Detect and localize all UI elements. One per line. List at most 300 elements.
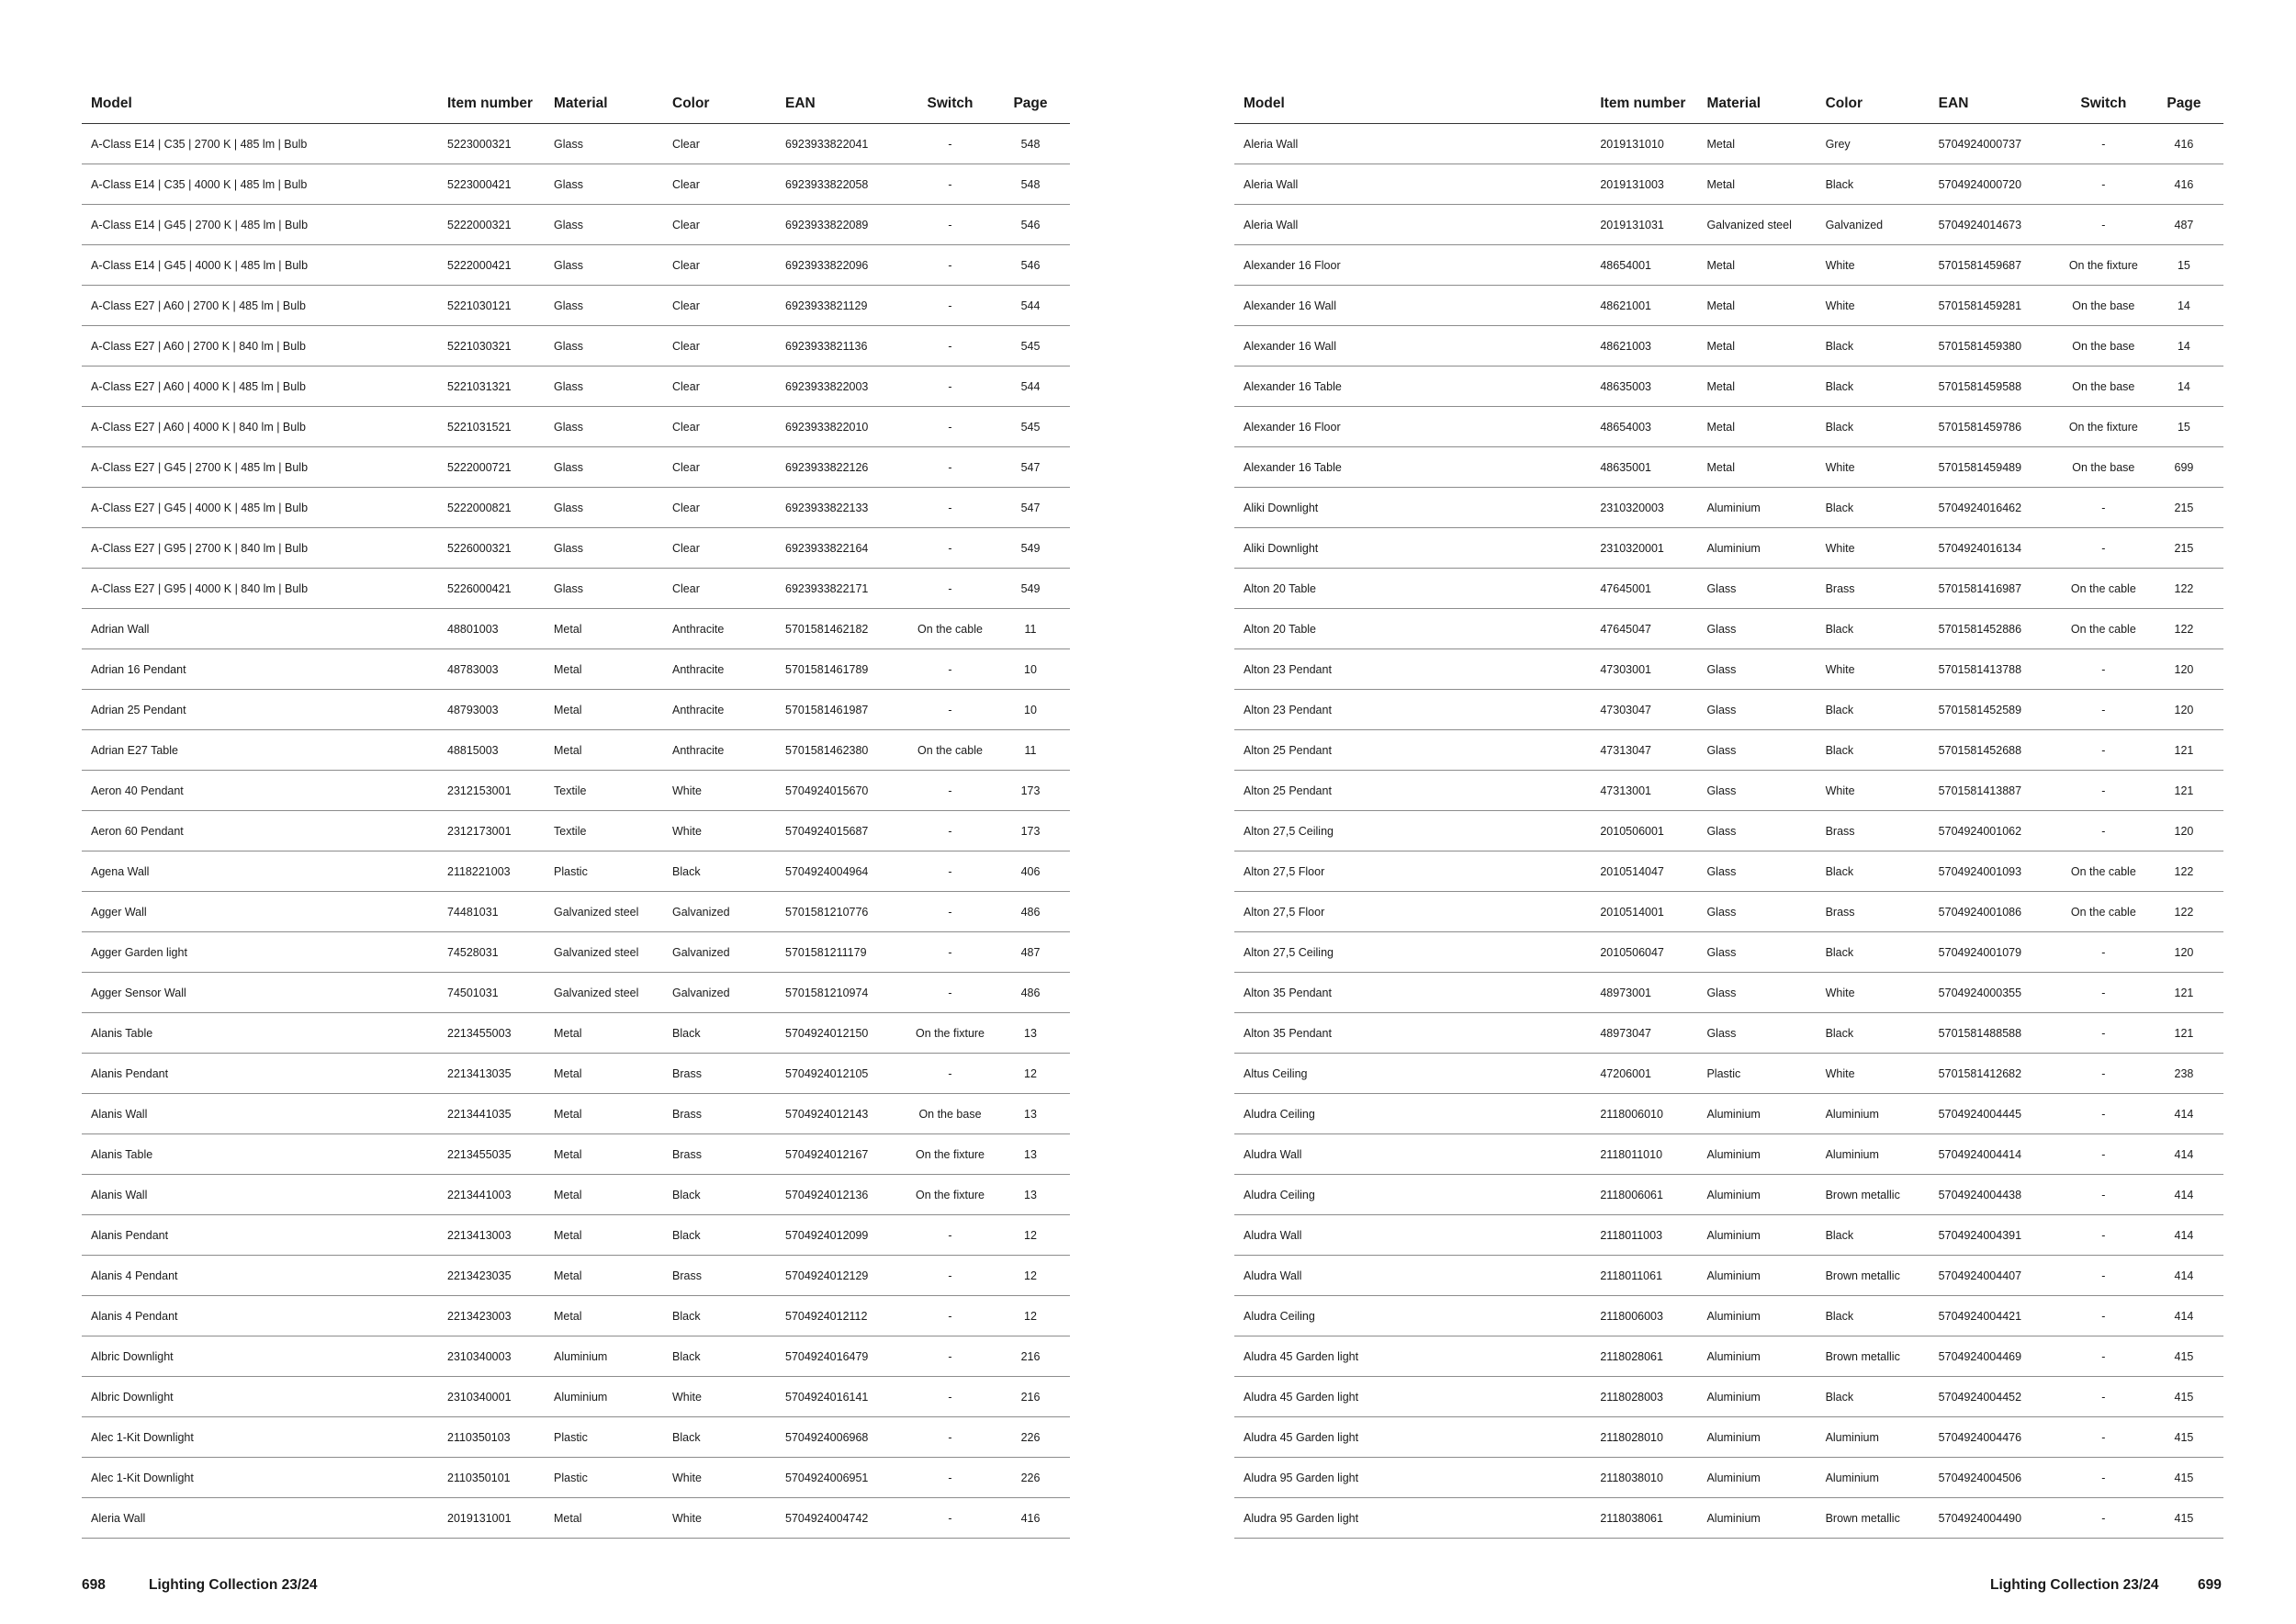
color-cell: White <box>663 811 776 851</box>
ean-cell: 5704924016141 <box>776 1377 909 1417</box>
color-cell: Black <box>1817 488 1930 528</box>
switch-cell: - <box>2063 1336 2144 1377</box>
model-cell: Alexander 16 Floor <box>1234 245 1591 286</box>
model-cell: A-Class E27 | A60 | 2700 K | 485 lm | Bulb <box>82 286 438 326</box>
table-row <box>1234 1336 2223 1377</box>
footer-title: Lighting Collection 23/24 <box>1990 1577 2159 1593</box>
item-number-cell: 2213423003 <box>438 1296 545 1336</box>
page-cell: 547 <box>991 488 1070 528</box>
ean-cell: 5701581462380 <box>776 730 909 771</box>
model-cell: Aludra 95 Garden light <box>1234 1498 1591 1539</box>
material-cell: Metal <box>1697 407 1816 447</box>
color-cell: Brown metallic <box>1817 1175 1930 1215</box>
page-cell: 173 <box>991 771 1070 811</box>
ean-cell: 5704924012167 <box>776 1134 909 1175</box>
color-cell: Brass <box>1817 892 1930 932</box>
material-cell: Glass <box>1697 811 1816 851</box>
material-cell: Metal <box>545 730 663 771</box>
ean-cell: 5704924012129 <box>776 1256 909 1296</box>
column-header-item-number: Item number <box>438 85 545 124</box>
switch-cell: On the base <box>2063 326 2144 367</box>
table-row <box>1234 609 2223 649</box>
switch-cell: - <box>2063 1215 2144 1256</box>
model-cell: A-Class E27 | G95 | 2700 K | 840 lm | Bulb <box>82 528 438 569</box>
table-body <box>82 124 1070 1539</box>
item-number-cell: 2312173001 <box>438 811 545 851</box>
model-cell: Alanis Table <box>82 1134 438 1175</box>
page-cell: 13 <box>991 1013 1070 1054</box>
color-cell: Brass <box>663 1054 776 1094</box>
page-cell: 10 <box>991 649 1070 690</box>
page-cell: 226 <box>991 1417 1070 1458</box>
table-row <box>1234 1094 2223 1134</box>
table-row <box>1234 892 2223 932</box>
color-cell: White <box>1817 649 1930 690</box>
material-cell: Aluminium <box>1697 1377 1816 1417</box>
color-cell: Black <box>663 1336 776 1377</box>
color-cell: Aluminium <box>1817 1458 1930 1498</box>
model-cell: A-Class E27 | G45 | 2700 K | 485 lm | Bulb <box>82 447 438 488</box>
material-cell: Metal <box>545 1296 663 1336</box>
table-row <box>1234 1256 2223 1296</box>
color-cell: Clear <box>663 407 776 447</box>
color-cell: Aluminium <box>1817 1134 1930 1175</box>
material-cell: Aluminium <box>1697 1458 1816 1498</box>
model-cell: Aludra 45 Garden light <box>1234 1377 1591 1417</box>
model-cell: Alexander 16 Table <box>1234 447 1591 488</box>
switch-cell: On the fixture <box>2063 407 2144 447</box>
color-cell: Black <box>1817 1013 1930 1054</box>
item-number-cell: 5222000721 <box>438 447 545 488</box>
page-cell: 416 <box>2144 164 2223 205</box>
switch-cell: - <box>909 569 991 609</box>
model-cell: Alexander 16 Wall <box>1234 286 1591 326</box>
model-cell: Agger Garden light <box>82 932 438 973</box>
material-cell: Glass <box>545 488 663 528</box>
item-number-cell: 47303001 <box>1591 649 1697 690</box>
item-number-cell: 2010514047 <box>1591 851 1697 892</box>
table-row <box>1234 1175 2223 1215</box>
page-cell: 122 <box>2144 569 2223 609</box>
switch-cell: On the cable <box>2063 569 2144 609</box>
item-number-cell: 2213413035 <box>438 1054 545 1094</box>
page-cell: 12 <box>991 1256 1070 1296</box>
table-row <box>82 1256 1070 1296</box>
switch-cell: - <box>909 1296 991 1336</box>
item-number-cell: 47645001 <box>1591 569 1697 609</box>
page-number: 698 <box>82 1577 106 1593</box>
page-cell: 13 <box>991 1175 1070 1215</box>
ean-cell: 5704924001093 <box>1930 851 2063 892</box>
column-header-switch: Switch <box>2063 85 2144 124</box>
model-cell: Alanis Table <box>82 1013 438 1054</box>
model-cell: Aludra 45 Garden light <box>1234 1417 1591 1458</box>
ean-cell: 5704924004964 <box>776 851 909 892</box>
model-cell: A-Class E27 | G95 | 4000 K | 840 lm | Bulb <box>82 569 438 609</box>
item-number-cell: 47313001 <box>1591 771 1697 811</box>
model-cell: Aleria Wall <box>1234 164 1591 205</box>
right-page <box>1148 0 2296 1624</box>
ean-cell: 5704924004445 <box>1930 1094 2063 1134</box>
color-cell: Clear <box>663 528 776 569</box>
ean-cell: 5704924004469 <box>1930 1336 2063 1377</box>
model-cell: Aludra Wall <box>1234 1134 1591 1175</box>
model-cell: Alton 25 Pendant <box>1234 771 1591 811</box>
color-cell: Clear <box>663 569 776 609</box>
page-cell: 545 <box>991 407 1070 447</box>
item-number-cell: 5222000421 <box>438 245 545 286</box>
material-cell: Glass <box>545 326 663 367</box>
switch-cell: - <box>2063 1256 2144 1296</box>
switch-cell: On the fixture <box>2063 245 2144 286</box>
switch-cell: - <box>909 1215 991 1256</box>
column-header-color: Color <box>663 85 776 124</box>
switch-cell: - <box>909 1417 991 1458</box>
ean-cell: 6923933822164 <box>776 528 909 569</box>
page-cell: 121 <box>2144 973 2223 1013</box>
switch-cell: - <box>909 286 991 326</box>
item-number-cell: 2010514001 <box>1591 892 1697 932</box>
table-row <box>82 488 1070 528</box>
switch-cell: - <box>909 892 991 932</box>
item-number-cell: 48635001 <box>1591 447 1697 488</box>
table-row <box>1234 851 2223 892</box>
ean-cell: 6923933821129 <box>776 286 909 326</box>
page-cell: 215 <box>2144 528 2223 569</box>
model-cell: Alanis Pendant <box>82 1215 438 1256</box>
table-row <box>1234 932 2223 973</box>
color-cell: Brass <box>1817 569 1930 609</box>
model-cell: Aludra 95 Garden light <box>1234 1458 1591 1498</box>
color-cell: Brass <box>663 1256 776 1296</box>
model-cell: Adrian E27 Table <box>82 730 438 771</box>
material-cell: Galvanized steel <box>545 892 663 932</box>
page-cell: 15 <box>2144 407 2223 447</box>
item-number-cell: 74481031 <box>438 892 545 932</box>
switch-cell: On the cable <box>2063 851 2144 892</box>
switch-cell: - <box>909 1054 991 1094</box>
page-cell: 548 <box>991 124 1070 164</box>
table-row <box>82 164 1070 205</box>
table-row <box>1234 649 2223 690</box>
model-cell: Alton 35 Pendant <box>1234 973 1591 1013</box>
ean-cell: 5701581459588 <box>1930 367 2063 407</box>
item-number-cell: 47206001 <box>1591 1054 1697 1094</box>
table-row <box>1234 488 2223 528</box>
model-cell: Adrian Wall <box>82 609 438 649</box>
item-number-cell: 2118011061 <box>1591 1256 1697 1296</box>
item-number-cell: 2118006010 <box>1591 1094 1697 1134</box>
material-cell: Metal <box>545 1054 663 1094</box>
item-number-cell: 47303047 <box>1591 690 1697 730</box>
page-cell: 414 <box>2144 1134 2223 1175</box>
color-cell: White <box>1817 771 1930 811</box>
table-row <box>1234 205 2223 245</box>
page-cell: 487 <box>991 932 1070 973</box>
switch-cell: On the cable <box>2063 892 2144 932</box>
page-cell: 415 <box>2144 1336 2223 1377</box>
column-header-page: Page <box>2144 85 2223 124</box>
item-number-cell: 2310340003 <box>438 1336 545 1377</box>
color-cell: Black <box>1817 1377 1930 1417</box>
model-cell: Aleria Wall <box>82 1498 438 1539</box>
table-row <box>82 811 1070 851</box>
page-cell: 549 <box>991 528 1070 569</box>
item-number-cell: 2110350101 <box>438 1458 545 1498</box>
column-header-page: Page <box>991 85 1070 124</box>
switch-cell: - <box>909 367 991 407</box>
material-cell: Glass <box>1697 690 1816 730</box>
color-cell: Clear <box>663 124 776 164</box>
switch-cell: - <box>909 124 991 164</box>
switch-cell: - <box>2063 1377 2144 1417</box>
item-number-cell: 2010506047 <box>1591 932 1697 973</box>
page-cell: 120 <box>2144 932 2223 973</box>
switch-cell: - <box>909 447 991 488</box>
material-cell: Metal <box>1697 286 1816 326</box>
item-number-cell: 2213455003 <box>438 1013 545 1054</box>
item-number-cell: 48783003 <box>438 649 545 690</box>
page-cell: 415 <box>2144 1377 2223 1417</box>
color-cell: Black <box>663 1296 776 1336</box>
model-cell: Alexander 16 Floor <box>1234 407 1591 447</box>
page-cell: 173 <box>991 811 1070 851</box>
column-header-item-number: Item number <box>1591 85 1697 124</box>
table-row <box>82 690 1070 730</box>
table-row <box>1234 569 2223 609</box>
ean-cell: 5704924012105 <box>776 1054 909 1094</box>
page-cell: 699 <box>2144 447 2223 488</box>
switch-cell: - <box>909 649 991 690</box>
color-cell: Black <box>1817 1296 1930 1336</box>
ean-cell: 6923933822133 <box>776 488 909 528</box>
model-cell: Alton 27,5 Ceiling <box>1234 811 1591 851</box>
color-cell: Anthracite <box>663 690 776 730</box>
color-cell: White <box>663 771 776 811</box>
item-number-cell: 2110350103 <box>438 1417 545 1458</box>
ean-cell: 5704924004414 <box>1930 1134 2063 1175</box>
item-number-cell: 2118006061 <box>1591 1175 1697 1215</box>
model-cell: Aeron 40 Pendant <box>82 771 438 811</box>
product-index-table <box>1234 85 2223 1539</box>
ean-cell: 5701581459380 <box>1930 326 2063 367</box>
ean-cell: 5704924016134 <box>1930 528 2063 569</box>
table-row <box>1234 407 2223 447</box>
color-cell: Black <box>1817 609 1930 649</box>
page-cell: 10 <box>991 690 1070 730</box>
table-row <box>1234 326 2223 367</box>
switch-cell: On the cable <box>909 609 991 649</box>
table-row <box>82 1417 1070 1458</box>
switch-cell: - <box>909 973 991 1013</box>
model-cell: Alexander 16 Wall <box>1234 326 1591 367</box>
ean-cell: 5704924004506 <box>1930 1458 2063 1498</box>
item-number-cell: 5221031321 <box>438 367 545 407</box>
item-number-cell: 2312153001 <box>438 771 545 811</box>
switch-cell: - <box>909 205 991 245</box>
page-cell: 216 <box>991 1336 1070 1377</box>
table-row <box>82 932 1070 973</box>
model-cell: Alton 27,5 Ceiling <box>1234 932 1591 973</box>
table-row <box>82 447 1070 488</box>
material-cell: Galvanized steel <box>545 973 663 1013</box>
material-cell: Aluminium <box>545 1336 663 1377</box>
material-cell: Galvanized steel <box>545 932 663 973</box>
table-row <box>82 245 1070 286</box>
page-cell: 416 <box>2144 124 2223 164</box>
item-number-cell: 5226000321 <box>438 528 545 569</box>
item-number-cell: 2118038061 <box>1591 1498 1697 1539</box>
page-cell: 414 <box>2144 1094 2223 1134</box>
color-cell: Grey <box>1817 124 1930 164</box>
color-cell: Clear <box>663 286 776 326</box>
ean-cell: 5704924012136 <box>776 1175 909 1215</box>
page-cell: 238 <box>2144 1054 2223 1094</box>
switch-cell: On the base <box>2063 286 2144 326</box>
item-number-cell: 2310320003 <box>1591 488 1697 528</box>
ean-cell: 5701581462182 <box>776 609 909 649</box>
ean-cell: 5704924004438 <box>1930 1175 2063 1215</box>
material-cell: Textile <box>545 811 663 851</box>
table-row <box>82 1013 1070 1054</box>
color-cell: White <box>1817 447 1930 488</box>
column-header-ean: EAN <box>776 85 909 124</box>
material-cell: Plastic <box>545 851 663 892</box>
color-cell: Aluminium <box>1817 1417 1930 1458</box>
item-number-cell: 2310340001 <box>438 1377 545 1417</box>
switch-cell: - <box>2063 1417 2144 1458</box>
model-cell: Altus Ceiling <box>1234 1054 1591 1094</box>
item-number-cell: 5226000421 <box>438 569 545 609</box>
model-cell: Alton 20 Table <box>1234 609 1591 649</box>
item-number-cell: 2019131031 <box>1591 205 1697 245</box>
model-cell: Alanis 4 Pendant <box>82 1256 438 1296</box>
model-cell: Alec 1-Kit Downlight <box>82 1417 438 1458</box>
material-cell: Glass <box>1697 771 1816 811</box>
color-cell: Black <box>1817 407 1930 447</box>
page-cell: 11 <box>991 609 1070 649</box>
page-cell: 120 <box>2144 811 2223 851</box>
switch-cell: - <box>909 690 991 730</box>
switch-cell: - <box>2063 690 2144 730</box>
model-cell: Alton 27,5 Floor <box>1234 851 1591 892</box>
page-cell: 12 <box>991 1215 1070 1256</box>
item-number-cell: 5221030321 <box>438 326 545 367</box>
table-row <box>1234 367 2223 407</box>
material-cell: Metal <box>1697 245 1816 286</box>
material-cell: Aluminium <box>1697 1256 1816 1296</box>
model-cell: A-Class E14 | C35 | 4000 K | 485 lm | Bulb <box>82 164 438 205</box>
material-cell: Glass <box>1697 649 1816 690</box>
color-cell: Black <box>1817 690 1930 730</box>
table-row <box>1234 1377 2223 1417</box>
ean-cell: 5701581413887 <box>1930 771 2063 811</box>
ean-cell: 6923933822089 <box>776 205 909 245</box>
ean-cell: 5701581461789 <box>776 649 909 690</box>
table-row <box>82 569 1070 609</box>
page-cell: 486 <box>991 973 1070 1013</box>
color-cell: Black <box>663 1215 776 1256</box>
color-cell: Black <box>663 1013 776 1054</box>
page-cell: 415 <box>2144 1498 2223 1539</box>
model-cell: Alton 35 Pendant <box>1234 1013 1591 1054</box>
model-cell: Alanis 4 Pendant <box>82 1296 438 1336</box>
model-cell: Adrian 16 Pendant <box>82 649 438 690</box>
item-number-cell: 48621001 <box>1591 286 1697 326</box>
model-cell: A-Class E14 | G45 | 2700 K | 485 lm | Bulb <box>82 205 438 245</box>
model-cell: Aliki Downlight <box>1234 488 1591 528</box>
item-number-cell: 48973001 <box>1591 973 1697 1013</box>
material-cell: Glass <box>1697 932 1816 973</box>
table-row <box>1234 1054 2223 1094</box>
item-number-cell: 2010506001 <box>1591 811 1697 851</box>
ean-cell: 5704924004742 <box>776 1498 909 1539</box>
page-cell: 122 <box>2144 609 2223 649</box>
table-row <box>82 973 1070 1013</box>
page-cell: 545 <box>991 326 1070 367</box>
item-number-cell: 47313047 <box>1591 730 1697 771</box>
page-cell: 120 <box>2144 649 2223 690</box>
ean-cell: 5704924006951 <box>776 1458 909 1498</box>
material-cell: Plastic <box>545 1417 663 1458</box>
color-cell: White <box>663 1458 776 1498</box>
ean-cell: 5701581459786 <box>1930 407 2063 447</box>
table-row <box>82 1215 1070 1256</box>
color-cell: Black <box>1817 932 1930 973</box>
page-cell: 414 <box>2144 1175 2223 1215</box>
ean-cell: 6923933822041 <box>776 124 909 164</box>
material-cell: Textile <box>545 771 663 811</box>
color-cell: Clear <box>663 245 776 286</box>
switch-cell: On the cable <box>909 730 991 771</box>
material-cell: Glass <box>1697 851 1816 892</box>
page-cell: 14 <box>2144 367 2223 407</box>
item-number-cell: 2019131001 <box>438 1498 545 1539</box>
switch-cell: - <box>2063 1296 2144 1336</box>
column-header-switch: Switch <box>909 85 991 124</box>
material-cell: Glass <box>545 569 663 609</box>
ean-cell: 5704924012150 <box>776 1013 909 1054</box>
page-cell: 544 <box>991 286 1070 326</box>
item-number-cell: 2118028061 <box>1591 1336 1697 1377</box>
model-cell: Alexander 16 Table <box>1234 367 1591 407</box>
ean-cell: 6923933822010 <box>776 407 909 447</box>
ean-cell: 5704924015670 <box>776 771 909 811</box>
switch-cell: On the cable <box>2063 609 2144 649</box>
color-cell: White <box>1817 528 1930 569</box>
model-cell: Aleria Wall <box>1234 205 1591 245</box>
material-cell: Galvanized steel <box>1697 205 1816 245</box>
material-cell: Aluminium <box>545 1377 663 1417</box>
item-number-cell: 5222000321 <box>438 205 545 245</box>
material-cell: Metal <box>545 1498 663 1539</box>
switch-cell: - <box>2063 973 2144 1013</box>
product-index-table <box>82 85 1070 1539</box>
switch-cell: - <box>2063 1054 2144 1094</box>
ean-cell: 5701581210776 <box>776 892 909 932</box>
material-cell: Glass <box>545 367 663 407</box>
item-number-cell: 48654001 <box>1591 245 1697 286</box>
material-cell: Aluminium <box>1697 1094 1816 1134</box>
page-cell: 414 <box>2144 1215 2223 1256</box>
page-cell: 226 <box>991 1458 1070 1498</box>
table-row <box>82 730 1070 771</box>
table-row <box>1234 1296 2223 1336</box>
material-cell: Glass <box>1697 973 1816 1013</box>
model-cell: Aeron 60 Pendant <box>82 811 438 851</box>
material-cell: Metal <box>545 609 663 649</box>
table-row <box>82 367 1070 407</box>
